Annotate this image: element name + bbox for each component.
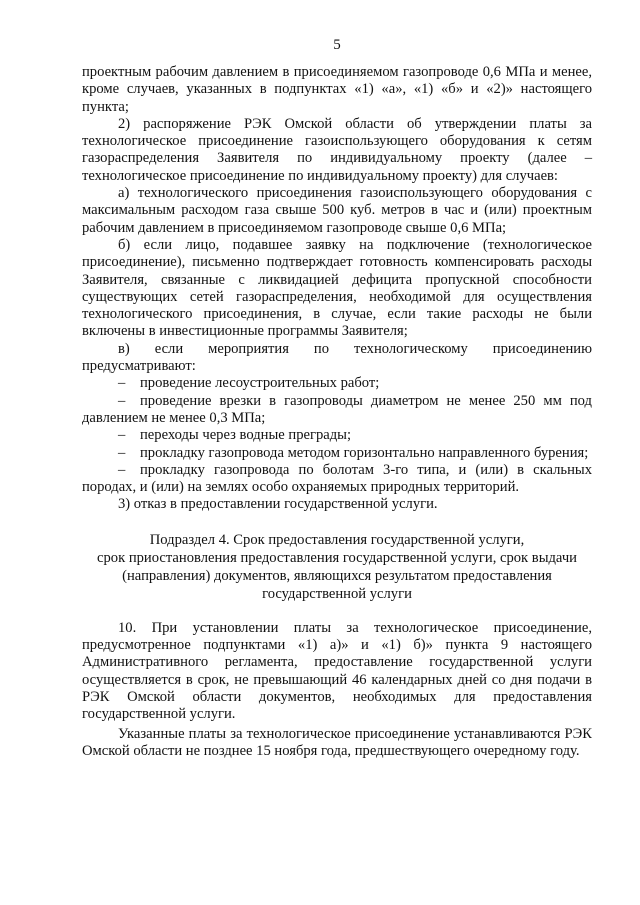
section-heading: [82, 531, 592, 603]
dash-marker: –: [118, 427, 126, 444]
paragraph-item-2: 2) распоряжение РЭК Омской области об утверждении платы за технологическое присоединение газоиспользующего оборудования к сетям газораспределения Заявителя по индивидуальному проекту (далее – технологическое присоединение по индивидуальному проекту) для случаев:: [82, 115, 592, 184]
paragraph-continuation: проектным рабочим давлением в присоединяемом газопроводе 0,6 МПа и менее, кроме случаев, указанных в подпунктах «1) «а», «1) «б» и «2)» настоящего пункта;: [82, 64, 592, 115]
section-heading-line: государственной услуги: [262, 585, 412, 602]
paragraph-item-3: 3) отказ в предоставлении государственной услуги.: [118, 496, 438, 513]
dash-list-item-text: проведение лесоустроительных работ;: [140, 375, 380, 392]
dash-list-item-text: переходы через водные преграды;: [140, 427, 352, 444]
dash-marker: –: [118, 375, 126, 392]
dash-list-item: [82, 393, 592, 428]
dash-list-item: [82, 427, 592, 444]
dash-list-item: [82, 462, 592, 497]
dash-marker: –: [118, 461, 126, 478]
paragraph-item-10: 10. При установлении платы за технологическое присоединение, предусмотренное подпунктами «1) а)» и «1) б)» пункта 9 настоящего Административного регламента, предоставление государственной услуги осуществляется в срок, не превышающий 46 календарных дней со дня подачи в РЭК Омской области документов, необходимых для предоставления государственной услуги.: [82, 619, 592, 723]
dash-list-item: [82, 375, 592, 392]
section-heading-line: (направления) документов, являющихся результатом предоставления: [122, 567, 552, 584]
dash-list-item-text: прокладку газопровода по болотам 3-го типа, и (или) в скальных породах, и (или) на землях особо охраняемых природных территорий.: [82, 461, 592, 496]
page-number: 5: [333, 37, 341, 53]
dash-list-item-text: прокладку газопровода методом горизонтально направленного бурения;: [140, 444, 589, 461]
paragraph-item-2v: в) если мероприятия по технологическому присоединению предусматривают:: [82, 340, 592, 375]
section-heading-line: Подраздел 4. Срок предоставления государственной услуги,: [149, 531, 525, 548]
dash-list-item-text: проведение врезки в газопроводы диаметром не менее 250 мм под давлением не менее 0,3 МПа;: [82, 392, 592, 426]
paragraph-item-10-continuation: Указанные платы за технологическое присоединение устанавливаются РЭК Омской области не позднее 15 ноября года, предшествующего очередному году.: [82, 725, 592, 759]
paragraph-item-2a: а) технологического присоединения газоиспользующего оборудования с максимальным расходом газа свыше 500 куб. метров в час и (или) проектным рабочим давлением в присоединяемом газопроводе свыше 0,6 МПа;: [82, 185, 592, 236]
paragraph-item-2b: б) если лицо, подавшее заявку на подключение (технологическое присоединение), письменно подтверждает готовность компенсировать расходы Заявителя, связанные с ликвидацией дефицита пропускной способности существующих сетей газораспределения, необходимой для осуществления технологического присоединения, в случае, если такие расходы не были включены в инвестиционные программы Заявителя;: [82, 236, 592, 340]
dash-marker: –: [118, 444, 126, 461]
document-page: [82, 36, 592, 760]
dash-marker: –: [118, 392, 126, 409]
dash-list-item: [82, 445, 592, 462]
section-heading-line: срок приостановления предоставления государственной услуги, срок выдачи: [97, 549, 577, 566]
